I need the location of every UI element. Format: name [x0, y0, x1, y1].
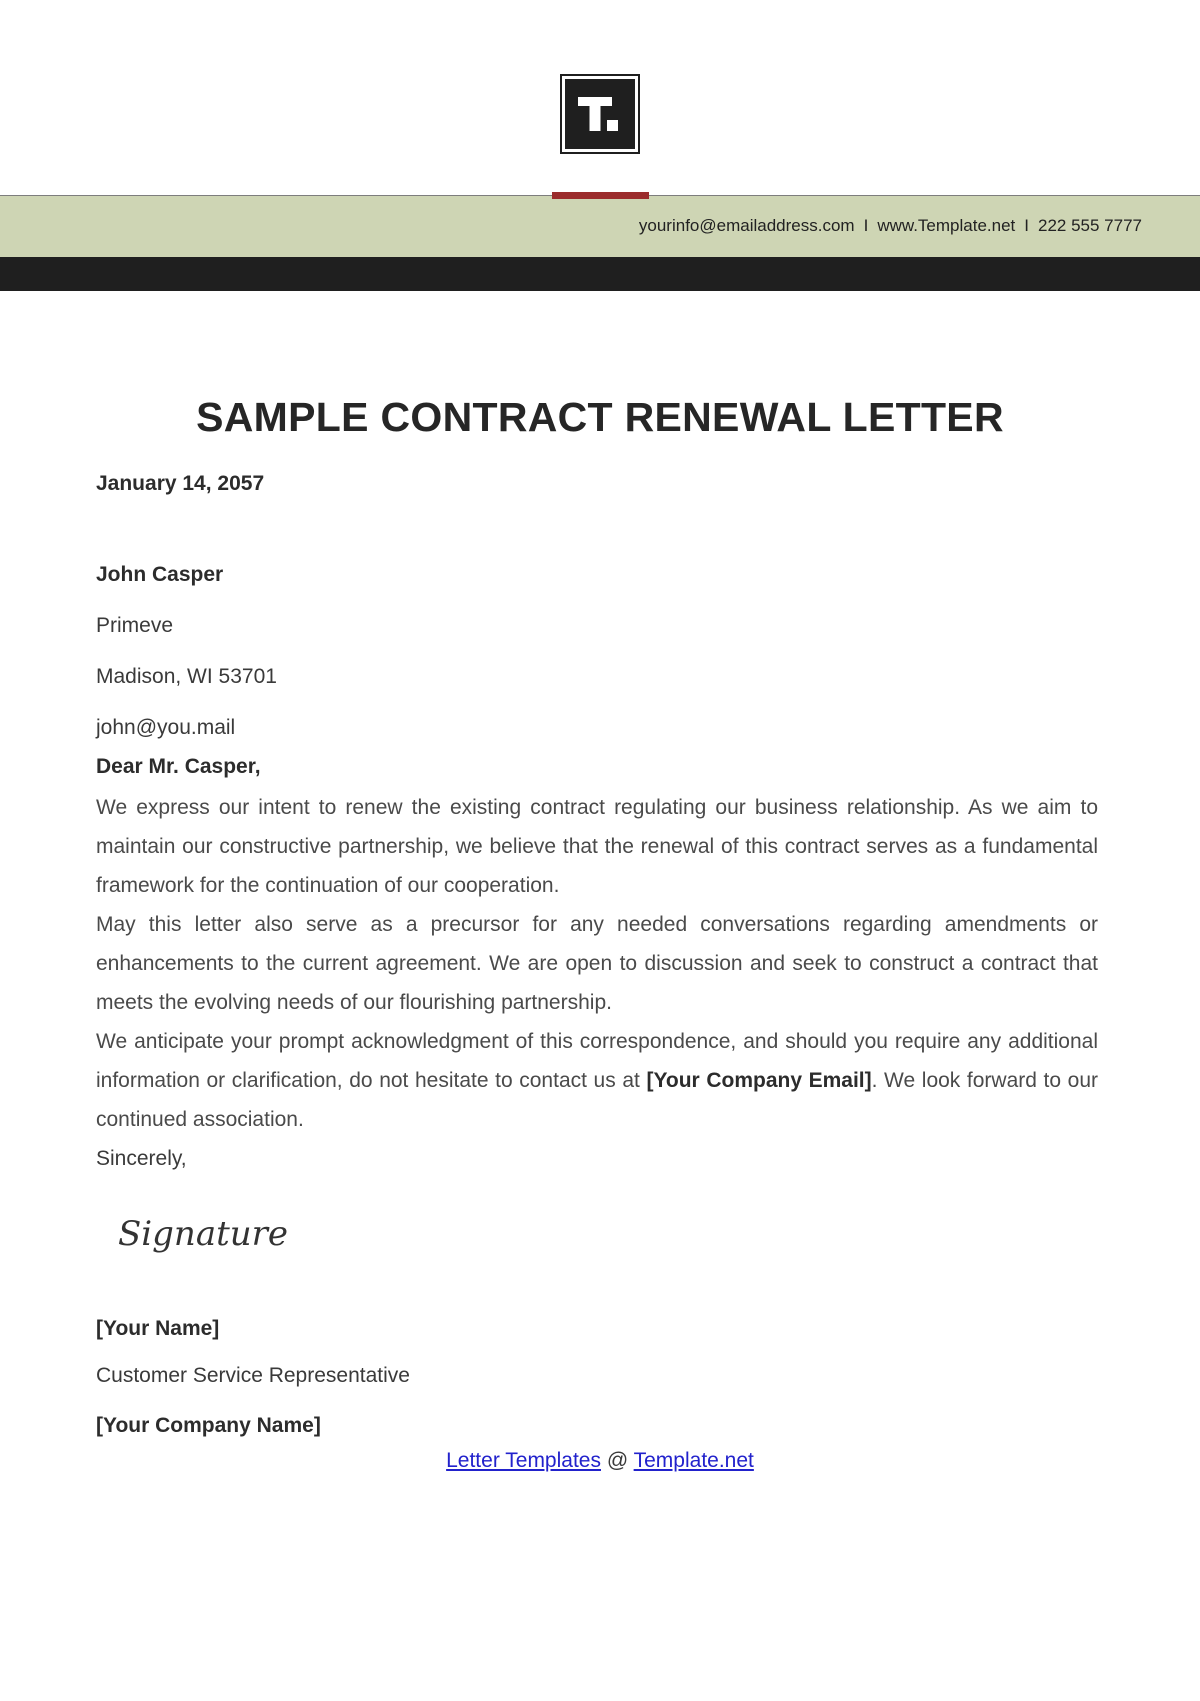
contact-phone: 222 555 7777: [1038, 216, 1142, 235]
header-accent-bar: [552, 192, 649, 199]
body-paragraph-1: We express our intent to renew the existing contract regulating our business relationship. As we aim to maintain our constructive partnership, we believe that the renewal of this contract serves as a fundamental framework for the continuation of our cooperation.: [96, 796, 1098, 897]
sender-title: Customer Service Representative: [96, 1364, 410, 1387]
contact-separator: I: [863, 216, 869, 235]
company-logo: [560, 74, 640, 154]
paragraph-3-text-end: . We look forward to our continued association.: [96, 1069, 1098, 1131]
paragraph-3-text: We anticipate your prompt acknowledgment of this correspondence, and should you require any additional information or clarification, do not hesitate to contact us at: [96, 1030, 1098, 1092]
salutation: Dear Mr. Casper,: [96, 755, 261, 778]
footer-attribution: [0, 1449, 1200, 1473]
logo-t-glyph: [572, 89, 628, 139]
recipient-email: john@you.mail: [96, 716, 236, 739]
logo-mark: [565, 79, 635, 149]
recipient-company: Primeve: [96, 614, 174, 637]
contact-website: www.Template.net: [877, 216, 1016, 235]
template-net-link[interactable]: Template.net: [633, 1449, 754, 1472]
document-title: SAMPLE CONTRACT RENEWAL LETTER: [196, 394, 1004, 440]
contact-separator: I: [1024, 216, 1029, 235]
recipient-address: Madison, WI 53701: [96, 665, 277, 688]
letter-templates-link[interactable]: Letter Templates: [446, 1449, 601, 1472]
sender-name: [Your Name]: [96, 1317, 220, 1340]
sender-company: [Your Company Name]: [96, 1414, 321, 1437]
body-paragraph-3: [96, 1022, 1098, 1139]
contact-info: [639, 216, 1142, 236]
closing: Sincerely,: [96, 1147, 187, 1170]
contact-email: yourinfo@emailaddress.com: [638, 216, 855, 235]
letter-date: January 14, 2057: [96, 472, 265, 495]
signature: Signature: [118, 1214, 289, 1254]
header-contact-band: [0, 195, 1200, 257]
footer-at: @: [606, 1449, 629, 1472]
header-dark-band: [0, 257, 1200, 291]
recipient-name: John Casper: [96, 563, 224, 586]
company-email-placeholder: [Your Company Email]: [646, 1069, 872, 1092]
body-paragraph-2: May this letter also serve as a precursor for any needed conversations regarding amendments or enhancements to the current agreement. We are open to discussion and seek to construct a contract that meets the evolving needs of our flourishing partnership.: [96, 913, 1098, 1014]
